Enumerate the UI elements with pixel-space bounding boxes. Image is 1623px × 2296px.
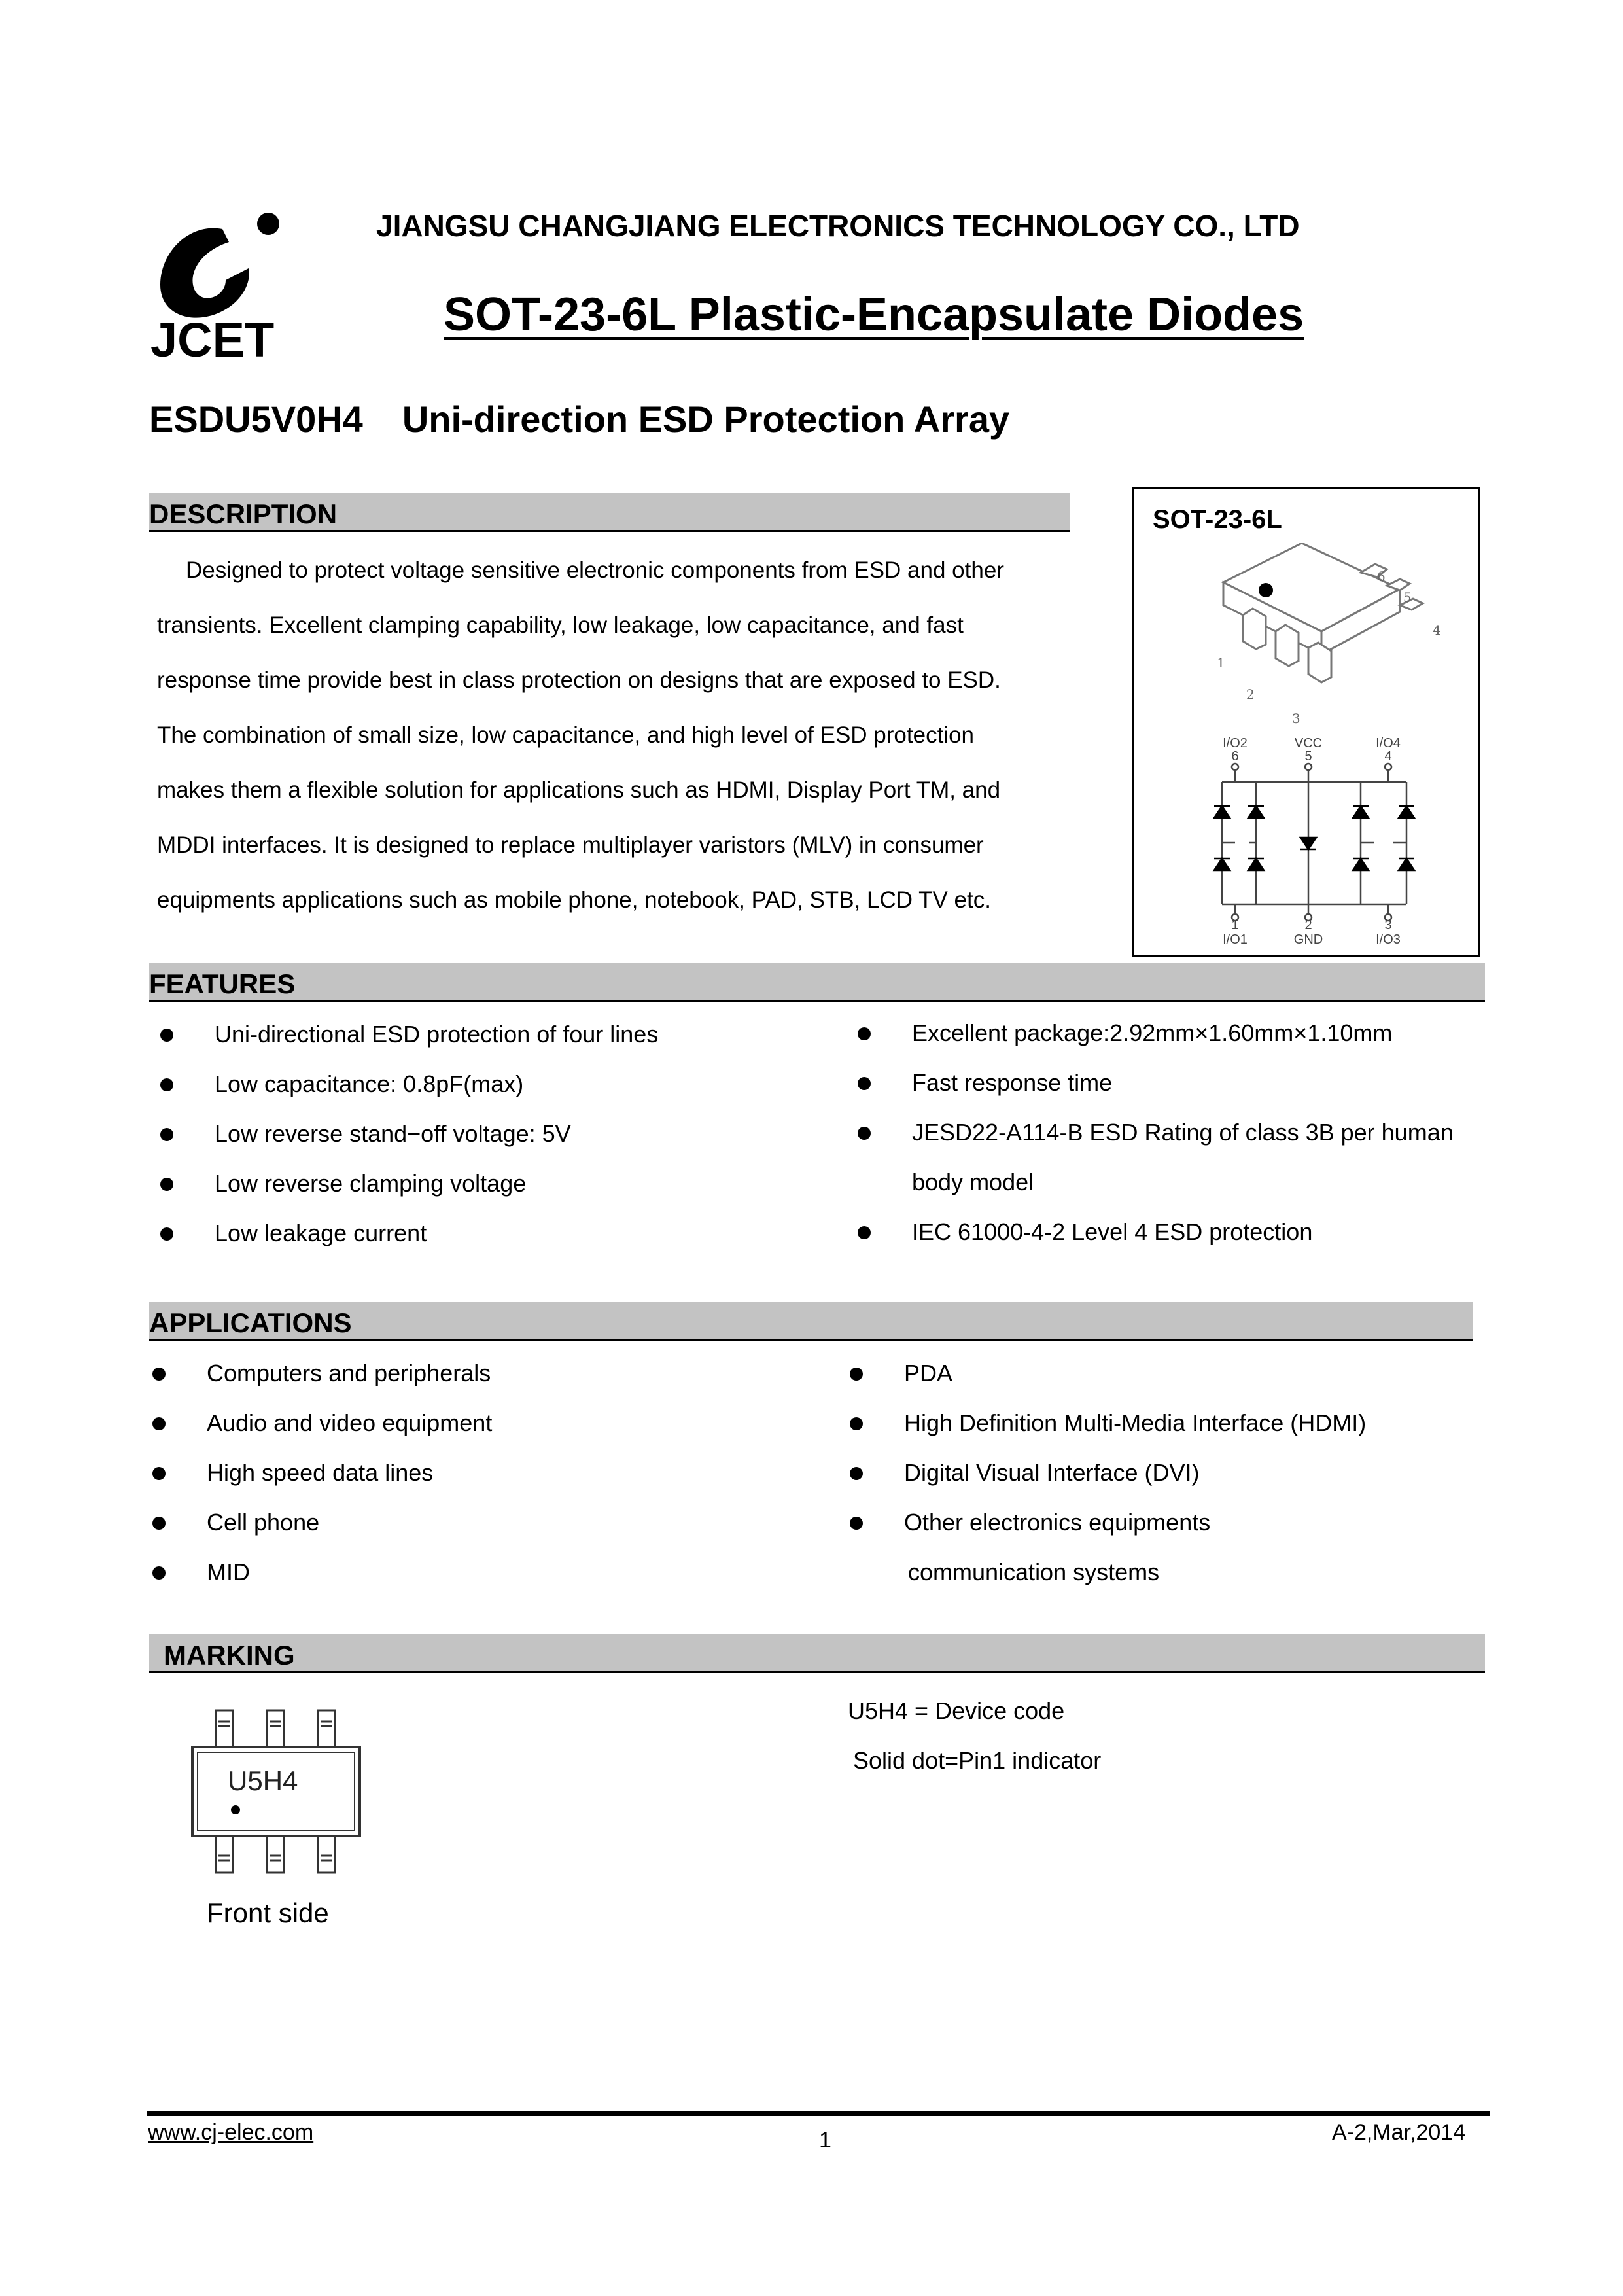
part-description: Uni-direction ESD Protection Array <box>402 398 1010 440</box>
footer-rule <box>147 2111 1490 2116</box>
page-number: 1 <box>819 2128 831 2153</box>
pin-label-io2: I/O2 <box>1223 736 1248 751</box>
description-line: response time provide best in class protection on designs that are exposed to ESD. <box>157 667 1001 693</box>
description-line: The combination of small size, low capacitance, and high level of ESD protection <box>157 722 974 748</box>
pin-label-vcc: VCC <box>1294 736 1323 751</box>
svg-text:6: 6 <box>1377 569 1386 584</box>
marking-note: Solid dot=Pin1 indicator <box>853 1747 1102 1774</box>
logo-text: JCET <box>150 313 275 366</box>
description-line: equipments applications such as mobile phone, notebook, PAD, STB, LCD TV etc. <box>157 887 991 913</box>
svg-text:2: 2 <box>1246 686 1255 702</box>
svg-text:5: 5 <box>1304 749 1312 764</box>
document-title: SOT-23-6L Plastic-Encapsulate Diodes <box>444 289 1304 341</box>
description-line: makes them a flexible solution for applications such as HDMI, Display Port TM, and <box>157 777 1001 803</box>
svg-text:3: 3 <box>1384 918 1392 932</box>
pin1-dot <box>231 1805 240 1814</box>
marking-caption: Front side <box>207 1898 329 1928</box>
marking-heading: MARKING <box>164 1640 295 1670</box>
description-heading: DESCRIPTION <box>149 499 338 529</box>
revision-date: A-2,Mar,2014 <box>1332 2120 1466 2145</box>
svg-text:1: 1 <box>1231 918 1239 932</box>
applications-heading: APPLICATIONS <box>149 1307 352 1338</box>
company-name: JIANGSU CHANGJIANG ELECTRONICS TECHNOLOGY CO., LTD <box>376 209 1300 243</box>
pin-label-io4: I/O4 <box>1376 736 1401 751</box>
svg-text:1: 1 <box>1217 655 1225 671</box>
description-line: transients. Excellent clamping capability, low leakage, low capacitance, and fast <box>157 612 964 638</box>
features-section-bar <box>149 963 1485 1002</box>
description-line: MDDI interfaces. It is designed to replace multiplayer varistors (MLV) in consumer <box>157 832 984 858</box>
svg-text:6: 6 <box>1231 749 1239 764</box>
pin-label-io3: I/O3 <box>1376 932 1401 947</box>
circuit-schematic <box>1191 733 1426 949</box>
pin-label-io1: I/O1 <box>1223 932 1248 947</box>
description-line: Designed to protect voltage sensitive electronic components from ESD and other <box>186 557 1004 583</box>
package-label: SOT-23-6L <box>1153 505 1282 534</box>
website-link[interactable]: www.cj-elec.com <box>148 2120 314 2145</box>
svg-text:2: 2 <box>1304 918 1312 932</box>
part-heading <box>149 398 1009 440</box>
features-heading: FEATURES <box>149 968 296 999</box>
company-logo <box>144 203 288 366</box>
svg-text:5: 5 <box>1403 590 1412 605</box>
description-section-bar <box>149 493 1070 532</box>
svg-text:3: 3 <box>1292 711 1300 726</box>
marking-chip-drawing <box>186 1705 369 1882</box>
package-drawing <box>1204 543 1452 733</box>
pin-label-gnd: GND <box>1293 932 1323 947</box>
svg-text:4: 4 <box>1433 622 1441 638</box>
applications-section-bar <box>149 1302 1473 1341</box>
marking-section-bar <box>149 1634 1485 1673</box>
part-number: ESDU5V0H4 <box>149 398 363 440</box>
chip-code: U5H4 <box>228 1765 298 1796</box>
svg-text:4: 4 <box>1384 749 1392 764</box>
marking-note: U5H4 = Device code <box>848 1697 1065 1724</box>
